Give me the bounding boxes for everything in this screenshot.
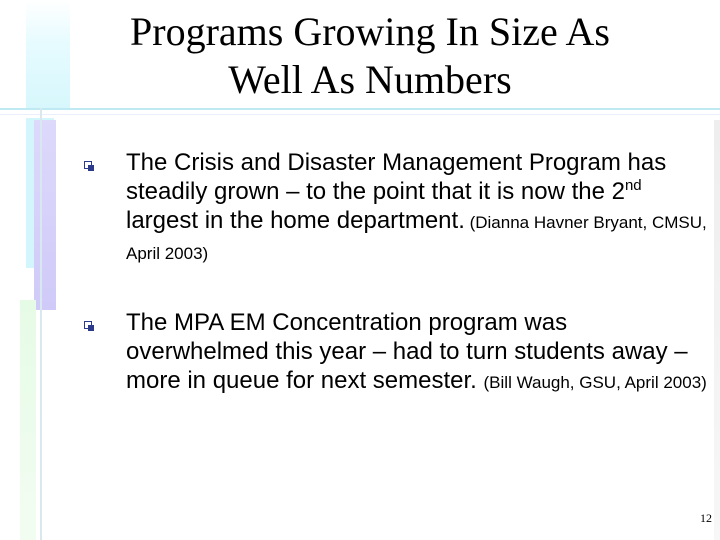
bullet-text-continued: largest in the home department. [126,207,465,234]
decor-light-line [0,114,720,115]
decor-horizontal-line [0,108,720,110]
square-bullet-icon [84,321,92,329]
bullet-text: The Crisis and Disaster Management Program has steadily grown – to the point that it is now the 2 [126,149,667,205]
bullet-text: The MPA EM Concentration program was overwhelmed this year – had to turn students away – more in queue for next semester. [126,309,688,394]
ordinal-superscript: nd [624,177,642,194]
citation: (Dianna Havner Bryant, CMSU, April 2003) [126,213,707,263]
bullet-item-mpa-program [80,308,710,397]
square-bullet-icon [84,161,92,169]
page-number: 12 [700,511,712,525]
title-line-2: Well As Numbers [228,57,512,102]
title-line-1: Programs Growing In Size As [130,9,610,54]
bullet-item-crisis-program [80,148,710,268]
decor-green-strip [20,300,36,540]
citation: (Bill Waugh, GSU, April 2003) [483,373,707,392]
decor-right-shadow [714,120,720,540]
decor-lavender-block [34,120,56,310]
decor-vertical-line [40,108,42,540]
bullet-list [80,148,710,397]
slide-title [60,8,680,104]
